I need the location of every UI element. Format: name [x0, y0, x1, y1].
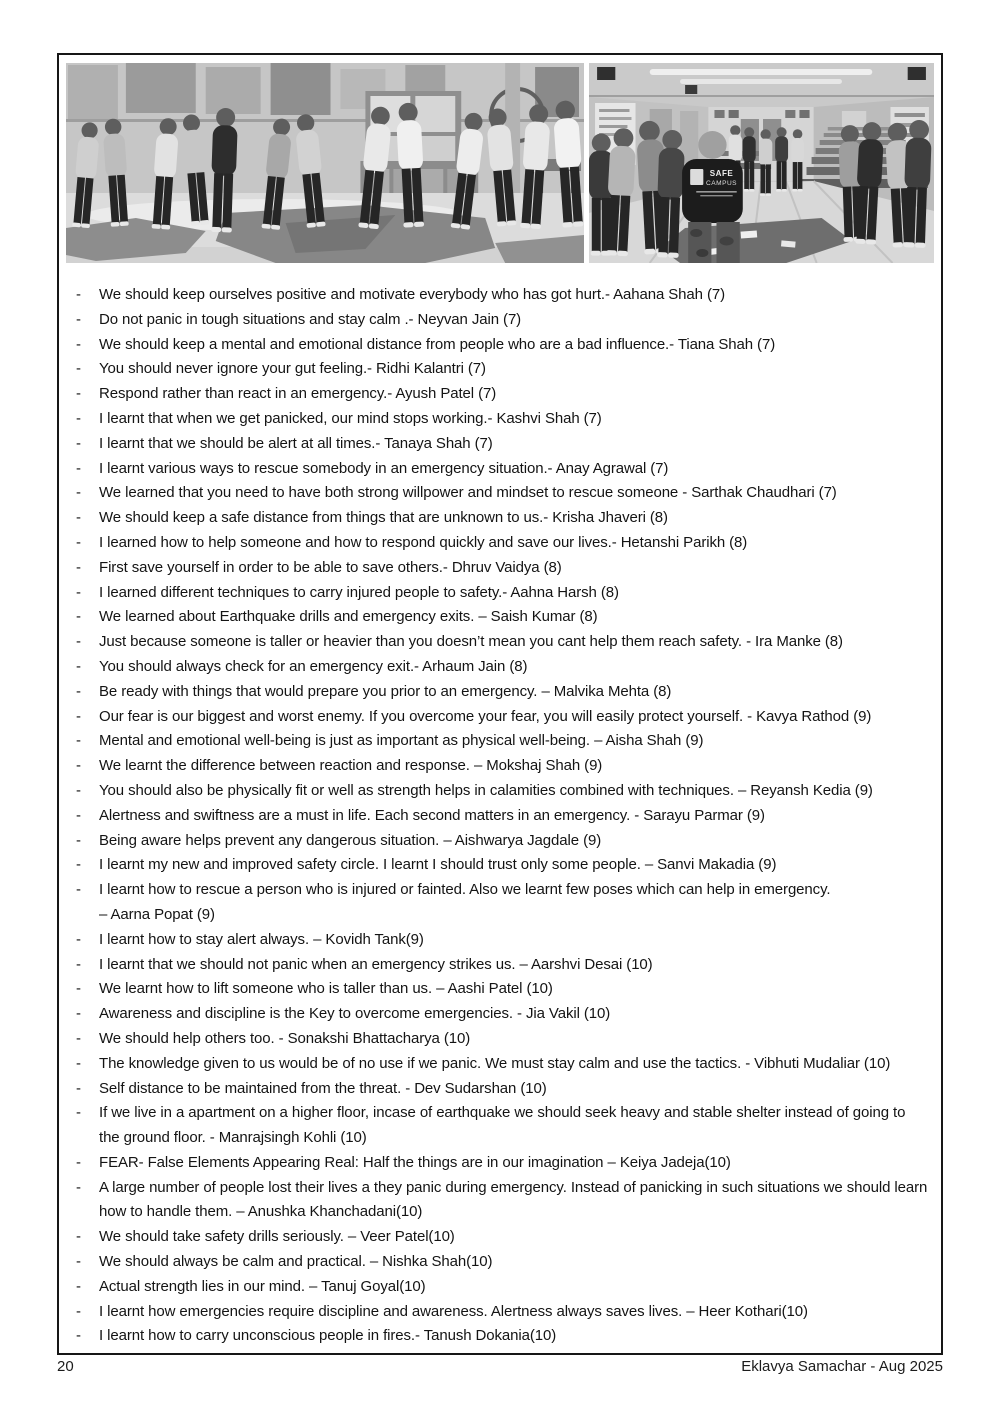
bullet-dash: - — [76, 533, 81, 551]
drill-photo-right — [589, 63, 934, 263]
shirt-text-line2: CAMPUS — [705, 180, 738, 187]
quote-author: – Saish Kumar (8) — [478, 608, 598, 626]
quote-body: You should always check for an emergency exit.- — [99, 657, 419, 675]
bullet-dash: - — [76, 558, 81, 576]
quote-item — [76, 382, 931, 407]
quotes-list — [59, 263, 941, 1349]
page-number: 20 — [57, 1358, 74, 1375]
quote-body: I learnt how emergencies require discipline and awareness. Alertness always saves lives. — [99, 1302, 683, 1320]
quote-item — [76, 283, 931, 308]
quote-text — [99, 754, 931, 779]
quote-body: Respond rather than react in an emergency.- — [99, 385, 393, 403]
quote-body: Awareness and discipline is the Key to overcome emergencies. — [99, 1005, 513, 1023]
quote-item — [76, 754, 931, 779]
bullet-dash: - — [76, 385, 81, 403]
bullet-dash: - — [76, 955, 81, 973]
hall-ceiling — [589, 63, 934, 97]
bullet-dash: - — [76, 1253, 81, 1271]
bullet-dash: - — [76, 1104, 81, 1122]
quote-item — [76, 581, 931, 606]
quote-text — [99, 1324, 931, 1349]
quote-author: Tiana Shah (7) — [677, 335, 776, 353]
quote-author: – Mokshaj Shah (9) — [473, 757, 603, 775]
quote-author: Krisha Jhaveri (8) — [552, 509, 668, 527]
quote-body: We learned that you need to have both strong willpower and mindset to rescue someone — [99, 484, 679, 502]
quote-author: Dhruv Vaidya (8) — [451, 558, 562, 576]
bullet-dash: - — [76, 1327, 81, 1345]
quote-text — [99, 977, 931, 1002]
quote-item — [76, 556, 931, 581]
quote-text — [99, 357, 931, 382]
bullet-dash: - — [76, 583, 81, 601]
quote-body: Actual strength lies in our mind. — [99, 1277, 305, 1295]
quote-author: – Anushka Khanchadani(10) — [236, 1203, 423, 1221]
quote-body: I learnt how to stay alert always. — [99, 930, 310, 948]
quote-author: - Sonakshi Bhattacharya (10) — [278, 1029, 471, 1047]
quote-body: We should keep a mental and emotional distance from people who are a bad influence.- — [99, 335, 675, 353]
bullet-dash: - — [76, 1228, 81, 1246]
quote-item — [76, 655, 931, 680]
bullet-dash: - — [76, 1005, 81, 1023]
bullet-dash: - — [76, 1079, 81, 1097]
quote-author: - Sarthak Chaudhari (7) — [682, 484, 837, 502]
quote-text — [99, 556, 931, 581]
quote-item — [76, 333, 931, 358]
quote-author: – Kovidh Tank(9) — [313, 930, 424, 948]
quote-body: We should help others too. — [99, 1029, 275, 1047]
bullet-dash: - — [76, 806, 81, 824]
drill-photo-right-illustration — [589, 63, 934, 263]
quote-text — [99, 878, 931, 928]
quote-author: – Malvika Mehta (8) — [541, 682, 672, 700]
page-footer — [57, 1358, 943, 1375]
bullet-dash: - — [76, 459, 81, 477]
quote-text — [99, 1151, 931, 1176]
quote-text — [99, 1101, 931, 1151]
bullet-dash: - — [76, 930, 81, 948]
quote-author: – Sanvi Makadia (9) — [644, 856, 777, 874]
bullet-dash: - — [76, 980, 81, 998]
quote-item — [76, 1176, 931, 1226]
quote-item — [76, 1250, 931, 1275]
bullet-dash: - — [76, 1153, 81, 1171]
quote-author: – Heer Kothari(10) — [686, 1302, 808, 1320]
quote-author: – Aarna Popat (9) — [99, 905, 215, 923]
quote-item — [76, 506, 931, 531]
issue-title: Eklavya Samachar - Aug 2025 — [741, 1358, 943, 1375]
quote-item — [76, 878, 931, 928]
quote-author: – Keiya Jadeja(10) — [607, 1153, 731, 1171]
quote-author: - Dev Sudarshan (10) — [405, 1079, 547, 1097]
bullet-dash: - — [76, 881, 81, 899]
quote-text — [99, 779, 931, 804]
quote-body: Alertness and swiftness are a must in life. Each second matters in an emergency. — [99, 806, 631, 824]
quote-body: We learnt how to lift someone who is taller than us. — [99, 980, 433, 998]
quote-body: I learned how to help someone and how to respond quickly and save our lives.- — [99, 533, 617, 551]
quote-item — [76, 481, 931, 506]
quote-text — [99, 1027, 931, 1052]
quote-text — [99, 481, 931, 506]
bullet-dash: - — [76, 1029, 81, 1047]
quote-body: First save yourself in order to be able to save others.- — [99, 558, 448, 576]
bullet-dash: - — [76, 484, 81, 502]
photo-row — [59, 55, 941, 263]
bullet-dash: - — [76, 509, 81, 527]
quote-text — [99, 1176, 931, 1226]
quote-author: – Aashi Patel (10) — [436, 980, 553, 998]
quote-text — [99, 630, 931, 655]
quote-item — [76, 953, 931, 978]
quote-text — [99, 1077, 931, 1102]
quote-item — [76, 1225, 931, 1250]
quote-item — [76, 705, 931, 730]
quote-item — [76, 432, 931, 457]
quote-author: - Jia Vakil (10) — [517, 1005, 611, 1023]
quote-author: - Vibhuti Mudaliar (10) — [745, 1054, 891, 1072]
bullet-dash: - — [76, 633, 81, 651]
bullet-dash: - — [76, 310, 81, 328]
quote-author: Aahana Shah (7) — [613, 286, 726, 303]
quote-body: Self distance to be maintained from the threat. — [99, 1079, 402, 1097]
quote-text — [99, 1300, 931, 1325]
quote-body: FEAR- False Elements Appearing Real: Half the things are in our imagination — [99, 1153, 604, 1171]
quote-author: Hetanshi Parikh (8) — [620, 533, 748, 551]
quote-body: Be ready with things that would prepare you prior to an emergency. — [99, 682, 538, 700]
quote-item — [76, 1324, 931, 1349]
quote-text — [99, 605, 931, 630]
quote-body: I learnt how to rescue a person who is injured or fainted. Also we learnt few poses which can help in emergency. — [99, 881, 831, 899]
quote-author: - Manrajsingh Kohli (10) — [209, 1129, 367, 1147]
quote-text — [99, 1002, 931, 1027]
quote-text — [99, 333, 931, 358]
quote-item — [76, 357, 931, 382]
quote-text — [99, 655, 931, 680]
bullet-dash: - — [76, 732, 81, 750]
quote-body: I learnt that we should not panic when an emergency strikes us. — [99, 955, 516, 973]
content-frame — [57, 53, 943, 1355]
quote-body: We should keep a safe distance from things that are unknown to us.- — [99, 509, 549, 527]
bullet-dash: - — [76, 1277, 81, 1295]
quote-body: Mental and emotional well-being is just as important as physical well-being. — [99, 732, 590, 750]
bullet-dash: - — [76, 360, 81, 378]
quote-text — [99, 804, 931, 829]
quote-item — [76, 1052, 931, 1077]
quote-body: We learned about Earthquake drills and emergency exits. — [99, 608, 475, 626]
quote-body: A large number of people lost their lives a they panic during emergency. Instead of panicking in such situations we should learn how to handle them. — [99, 1178, 928, 1221]
shirt-text-line1: SAFE — [709, 169, 734, 178]
quote-item — [76, 977, 931, 1002]
quote-text — [99, 581, 931, 606]
quote-body: I learned different techniques to carry injured people to safety.- — [99, 583, 508, 601]
quote-body: We should always be calm and practical. — [99, 1253, 366, 1271]
quote-text — [99, 283, 931, 308]
quote-body: I learnt that when we get panicked, our mind stops working.- — [99, 409, 493, 427]
quote-item — [76, 1002, 931, 1027]
bullet-dash: - — [76, 409, 81, 427]
quote-author: – Veer Patel(10) — [347, 1228, 455, 1246]
bullet-dash: - — [76, 608, 81, 626]
quote-item — [76, 804, 931, 829]
quote-body: We learnt the difference between reaction and response. — [99, 757, 470, 775]
quote-body: We should take safety drills seriously. — [99, 1228, 344, 1246]
bullet-dash: - — [76, 707, 81, 725]
quote-body: Just because someone is taller or heavier than you doesn’t mean you cant help them reach safety. — [99, 633, 742, 651]
quote-body: I learnt various ways to rescue somebody in an emergency situation.- — [99, 459, 553, 477]
quote-item — [76, 630, 931, 655]
quote-item — [76, 531, 931, 556]
bullet-dash: - — [76, 1054, 81, 1072]
quote-author: – Aisha Shah (9) — [594, 732, 704, 750]
quote-text — [99, 729, 931, 754]
bullet-dash: - — [76, 657, 81, 675]
quote-author: – Nishka Shah(10) — [369, 1253, 493, 1271]
quote-text — [99, 457, 931, 482]
quote-text — [99, 680, 931, 705]
quote-item — [76, 1300, 931, 1325]
bullet-dash: - — [76, 434, 81, 452]
quote-author: – Reyansh Kedia (9) — [737, 781, 873, 799]
quote-item — [76, 1027, 931, 1052]
quote-text — [99, 928, 931, 953]
quote-item — [76, 1077, 931, 1102]
quote-author: – Aarshvi Desai (10) — [519, 955, 653, 973]
quote-body: I learnt that we should be alert at all times.- — [99, 434, 381, 452]
quote-item — [76, 308, 931, 333]
quote-text — [99, 853, 931, 878]
quote-body: If we live in a apartment on a higher floor, incase of earthquake we should seek heavy and stable shelter instead of going to the ground floor. — [99, 1104, 906, 1147]
bullet-dash: - — [76, 1178, 81, 1196]
quote-text — [99, 829, 931, 854]
quote-text — [99, 531, 931, 556]
quote-item — [76, 407, 931, 432]
bullet-dash: - — [76, 856, 81, 874]
quote-author: – Tanuj Goyal(10) — [309, 1277, 426, 1295]
quote-text — [99, 1250, 931, 1275]
quote-body: The knowledge given to us would be of no use if we panic. We must stay calm and use the tactics. — [99, 1054, 742, 1072]
quote-text — [99, 1052, 931, 1077]
quote-body: You should never ignore your gut feeling.- — [99, 360, 372, 378]
quote-body: I learnt how to carry unconscious people in fires.- — [99, 1327, 420, 1345]
quote-item — [76, 457, 931, 482]
quote-text — [99, 308, 931, 333]
quote-text — [99, 953, 931, 978]
quote-item — [76, 729, 931, 754]
quote-body: Our fear is our biggest and worst enemy. If you overcome your fear, you will easily protect yourself. — [99, 707, 744, 725]
quote-author: Ridhi Kalantri (7) — [376, 360, 486, 378]
bullet-dash: - — [76, 335, 81, 353]
quote-body: I learnt my new and improved safety circle. I learnt I should trust only some people. — [99, 856, 641, 874]
quote-body: Being aware helps prevent any dangerous situation. — [99, 831, 440, 849]
quote-item — [76, 853, 931, 878]
quote-author: Kashvi Shah (7) — [496, 409, 602, 427]
drill-photo-left-illustration — [66, 63, 584, 263]
quote-author: - Sarayu Parmar (9) — [634, 806, 765, 824]
quote-text — [99, 705, 931, 730]
quote-text — [99, 432, 931, 457]
bullet-dash: - — [76, 831, 81, 849]
quote-item — [76, 829, 931, 854]
quote-author: Arhaum Jain (8) — [422, 657, 528, 675]
quote-text — [99, 506, 931, 531]
quote-item — [76, 1151, 931, 1176]
quote-item — [76, 1101, 931, 1151]
quote-text — [99, 1275, 931, 1300]
quote-body: We should keep ourselves positive and motivate everybody who has got hurt.- — [99, 286, 610, 303]
quote-author: Tanush Dokania(10) — [423, 1327, 557, 1345]
quote-body: You should also be physically fit or well as strength helps in calamities combined with techniques. — [99, 781, 734, 799]
quote-item — [76, 779, 931, 804]
quote-author: Aahna Harsh (8) — [510, 583, 619, 601]
quote-text — [99, 407, 931, 432]
bullet-dash: - — [76, 1302, 81, 1320]
quote-author: Tanaya Shah (7) — [384, 434, 493, 452]
quote-body: Do not panic in tough situations and stay calm .- — [99, 310, 414, 328]
quote-author: Ayush Patel (7) — [395, 385, 497, 403]
bullet-dash: - — [76, 682, 81, 700]
bullet-dash: - — [76, 286, 81, 303]
bullet-dash: - — [76, 781, 81, 799]
quote-item — [76, 680, 931, 705]
quote-item — [76, 605, 931, 630]
quote-author: Neyvan Jain (7) — [417, 310, 522, 328]
quote-text — [99, 382, 931, 407]
quote-author: Anay Agrawal (7) — [555, 459, 669, 477]
quote-author: - Ira Manke (8) — [746, 633, 843, 651]
quote-item — [76, 1275, 931, 1300]
quote-item — [76, 928, 931, 953]
quote-text — [99, 1225, 931, 1250]
quote-author: – Aishwarya Jagdale (9) — [443, 831, 602, 849]
bullet-dash: - — [76, 757, 81, 775]
quote-author: - Kavya Rathod (9) — [747, 707, 872, 725]
drill-photo-left — [66, 63, 584, 263]
